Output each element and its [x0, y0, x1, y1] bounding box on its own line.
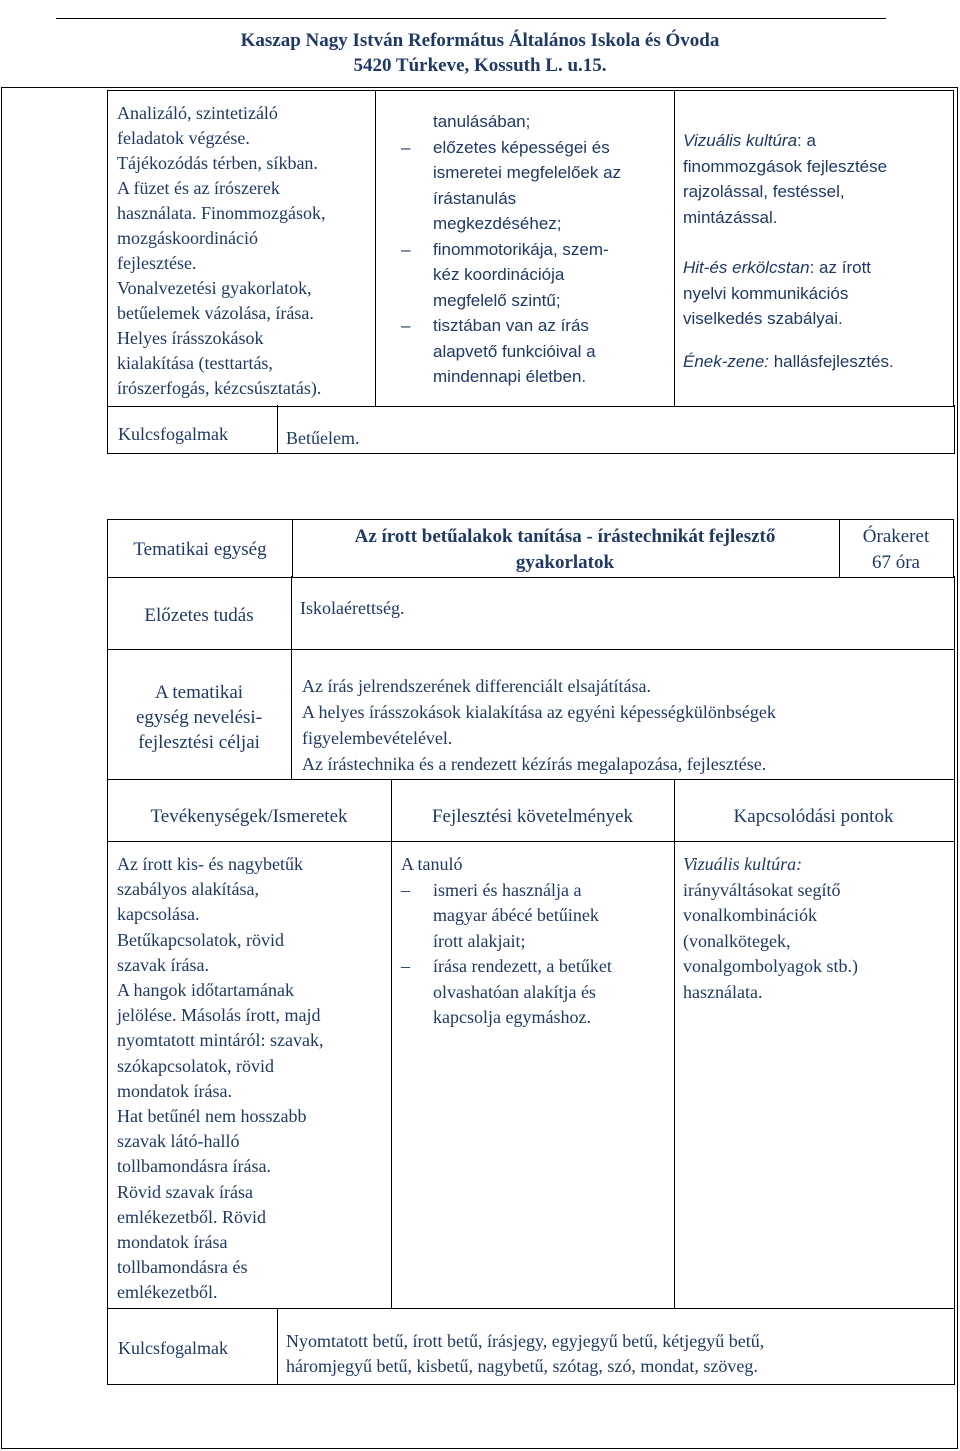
activity-line: szókapcsolatok, rövid — [117, 1055, 274, 1076]
requirement-line: – előzetes képességei és — [433, 137, 610, 157]
connection-line: finommozgások fejlesztése — [683, 156, 888, 176]
unit-hours — [839, 524, 953, 576]
connection-subject: Ének-zene: — [683, 351, 769, 371]
col-header-connections: Kapcsolódási pontok — [733, 806, 894, 827]
activity-line: A füzet és az írószerek — [117, 178, 280, 198]
connection-line: használata. — [683, 981, 763, 1002]
goal-line: A helyes írásszokások kialakítása az egyéni képességkülönbségek — [302, 702, 776, 722]
activity-line: Vonalvezetési gyakorlatok, — [117, 278, 312, 298]
requirement-item — [393, 954, 671, 1031]
connection-line: nyelvi kommunikációs — [683, 283, 849, 303]
connection-visual — [683, 128, 951, 230]
activity-line: jelölése. Másolás írott, majd — [117, 1005, 321, 1026]
activity-line: tollbamondásra írása. — [117, 1156, 271, 1177]
requirement-line: – ismeri és használja a — [433, 879, 582, 900]
hours-value: 67 óra — [871, 552, 920, 573]
school-address: 5420 Túrkeve, Kossuth L. u.15. — [353, 55, 607, 76]
requirement-line: megkezdéséhez; — [433, 214, 562, 233]
hours-label: Órakeret — [862, 526, 930, 547]
activity-line: Analizáló, szintetizáló — [117, 103, 278, 123]
activity-line: Hat betűnél nem hosszabb — [117, 1106, 307, 1127]
requirement-line: – írása rendezett, a betűket — [433, 956, 612, 976]
requirement-item — [393, 135, 668, 237]
activity-line: betűelemek vázolása, írása. — [117, 303, 314, 323]
connection-line: rajzolással, festéssel, — [683, 182, 845, 201]
goals-label-line: A tematikai — [154, 682, 244, 703]
connection-line: vonalgombolyagok stb.) — [683, 956, 858, 976]
connection-line: mintázással. — [683, 207, 778, 227]
activity-line: Betűkapcsolatok, rövid — [117, 929, 284, 950]
col-header-activities: Tevékenységek/Ismeretek — [150, 806, 348, 827]
activity-line: fejlesztése. — [117, 253, 197, 273]
connection-subject: Hit-és erkölcstan — [683, 258, 810, 277]
requirement-line: kéz koordinációja — [433, 265, 565, 284]
col-header-requirements: Fejlesztési követelmények — [431, 806, 634, 827]
connection-line: : az írott — [809, 258, 872, 277]
keywords-line: háromjegyű betű, kisbetű, nagybetű, szótag, szó, mondat, szöveg. — [286, 1356, 758, 1376]
goals-text — [302, 673, 950, 777]
activity-line: Helyes írásszokások — [117, 328, 264, 348]
activity-line: Rövid szavak írása — [117, 1181, 253, 1202]
activity-line: írószerfogás, kézcsúsztatás). — [117, 378, 322, 398]
goal-line: figyelembevételével. — [302, 728, 453, 748]
keywords-line: Nyomtatott betű, írott betű, írásjegy, egyjegyű betű, kétjegyű betű, — [286, 1331, 765, 1351]
connection-line: hallásfejlesztés. — [769, 351, 894, 371]
connection-ethics — [683, 255, 951, 332]
requirement-line: magyar ábécé betűinek — [433, 905, 599, 925]
connection-subject: Vizuális kultúra: — [683, 854, 803, 874]
goals-label — [107, 680, 291, 755]
activity-line: Tájékozódás térben, síkban. — [117, 153, 318, 173]
unit-title-line: Az írott betűalakok tanítása - írástechnikát fejlesztő — [354, 526, 776, 547]
tematikai-label: Tematikai egység — [133, 539, 267, 560]
requirement-line: ismeretei megfelelőek az — [433, 163, 622, 182]
unit-title — [291, 524, 839, 576]
top-activities-list — [117, 101, 377, 401]
activity-line: mozgáskoordináció — [117, 228, 258, 248]
goal-line: Az írás jelrendszerének differenciált elsajátítása. — [302, 676, 651, 696]
bottom-activities-list — [117, 852, 389, 1306]
school-name: Kaszap Nagy István Református Általános Iskola és Óvoda — [240, 30, 720, 51]
prior-label: Előzetes tudás — [144, 605, 254, 626]
requirement-line: olvashatóan alakítja és — [433, 981, 596, 1002]
requirement-line: megfelelő szintű; — [433, 290, 561, 310]
activity-line: mondatok írása. — [117, 1080, 232, 1101]
connection-line: vonalkombinációk — [683, 905, 817, 925]
activity-line: A hangok időtartamának — [117, 980, 294, 1001]
activity-line: használata. Finommozgások, — [117, 203, 326, 223]
connection-line: irányváltásokat segítő — [683, 879, 841, 900]
requirement-line: alapvető funkcióival a — [433, 341, 596, 361]
activity-line: Az írott kis- és nagybetűk — [117, 854, 303, 874]
activity-line: szavak látó-halló — [117, 1131, 240, 1152]
bottom-requirements-list — [393, 852, 671, 1031]
prior-value: Iskolaérettség. — [300, 598, 405, 618]
top-requirements-list — [393, 109, 668, 390]
activity-line: mondatok írása — [117, 1232, 228, 1253]
requirement-item — [393, 237, 668, 314]
school-header — [0, 28, 960, 78]
goals-label-line: fejlesztési céljai — [138, 732, 260, 753]
header-rule — [56, 18, 886, 19]
unit-title-line: gyakorlatok — [515, 552, 615, 573]
bottom-keywords-value — [286, 1329, 950, 1379]
activity-line: feladatok végzése. — [117, 128, 250, 148]
activity-line: kapcsolása. — [117, 904, 200, 925]
activity-line: tollbamondásra és — [117, 1257, 248, 1278]
connection-line: viselkedés szabályai. — [683, 309, 843, 328]
requirement-line: – tisztában van az írás — [433, 316, 589, 335]
top-keywords-value-cell — [277, 405, 955, 454]
activity-line: emlékezetből. — [117, 1282, 218, 1303]
activity-line: szavak írása. — [117, 954, 209, 975]
connection-line: : a — [797, 131, 816, 150]
top-connections-list — [683, 128, 951, 374]
activity-line: szabályos alakítása, — [117, 879, 259, 900]
activity-line: nyomtatott mintáról: szavak, — [117, 1030, 324, 1051]
requirement-line: kapcsolja egymáshoz. — [433, 1007, 591, 1027]
top-keywords-value: Betűelem. — [286, 428, 360, 448]
connection-music — [683, 349, 951, 375]
activity-line: kialakítása (testtartás, — [117, 353, 273, 373]
top-keywords-label: Kulcsfogalmak — [118, 424, 228, 444]
activity-line: emlékezetből. Rövid — [117, 1206, 266, 1227]
bottom-keywords-label: Kulcsfogalmak — [118, 1338, 228, 1358]
requirement-item — [393, 313, 668, 390]
connection-subject: Vizuális kultúra — [683, 131, 798, 150]
goals-label-line: egység nevelési- — [135, 707, 263, 728]
requirement-item — [393, 878, 671, 955]
requirement-line: – finommotorikája, szem- — [433, 239, 609, 259]
requirement-line: mindennapi életben. — [433, 367, 587, 386]
requirement-line: írástanulás — [433, 188, 517, 208]
bottom-connections-list — [683, 852, 949, 1005]
connection-line: (vonalkötegek, — [683, 930, 791, 951]
requirement-line: írott alakjait; — [433, 930, 526, 951]
requirements-intro: A tanuló — [401, 854, 463, 874]
goal-line: Az írástechnika és a rendezett kézírás megalapozása, fejlesztése. — [302, 754, 767, 774]
requirements-intro: tanulásában; — [433, 112, 531, 131]
